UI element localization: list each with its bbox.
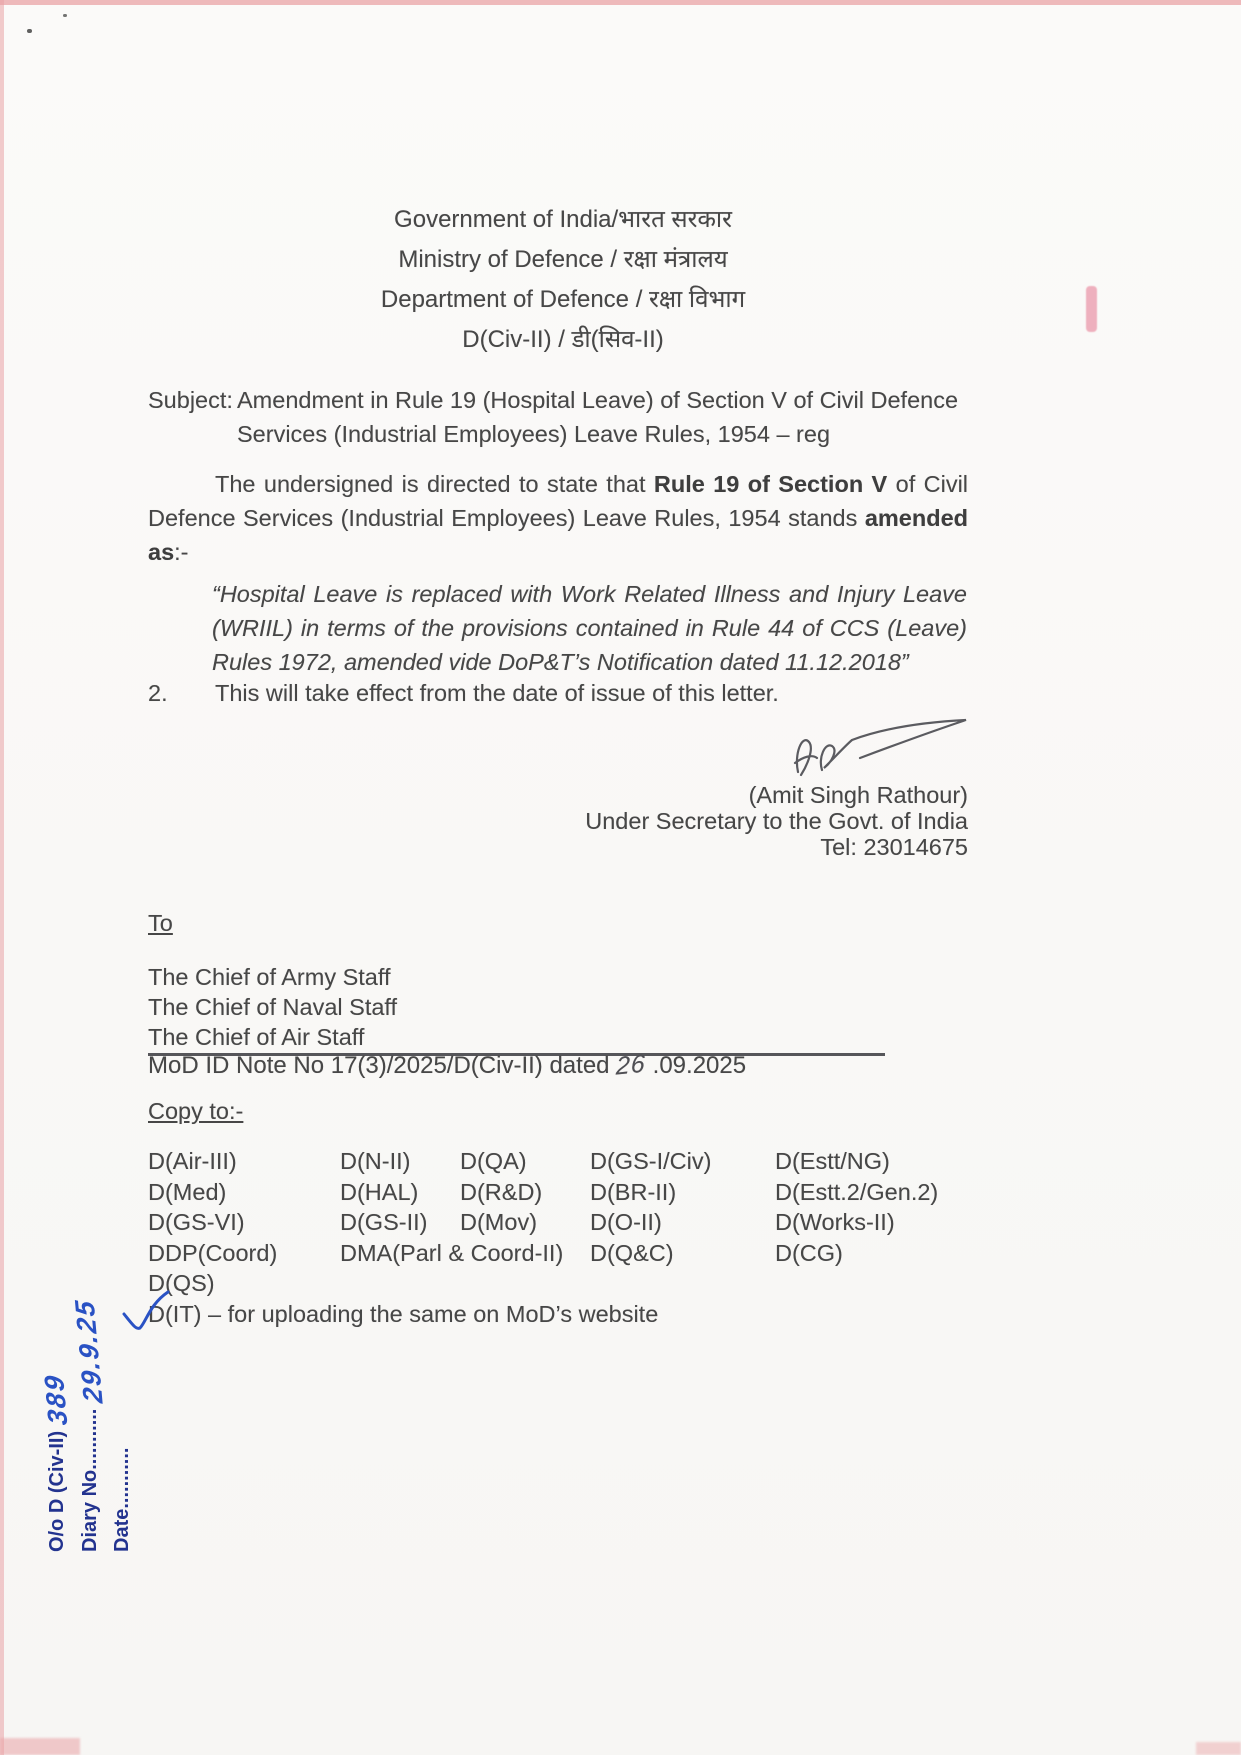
signatory-designation: Under Secretary to the Govt. of India [585,808,968,834]
dist-cell: D(Works-II) [775,1209,895,1235]
dist-cell: D(BR-II) [590,1178,677,1205]
addressee-airforce: The Chief of Air Staff [148,1022,885,1056]
letterhead-division-line: D(Civ-II) / डी(सिव-II) [462,326,664,353]
dist-cell: D(R&D) [460,1178,543,1205]
distribution-list [148,1146,1088,1329]
letterhead-ministry-line: Ministry of Defence / रक्षा मंत्रालय [398,246,728,273]
mod-id-note-post: .09.2025 [646,1052,747,1079]
para1-post: :- [174,539,189,565]
dist-cell: D(Estt.2/Gen.2) [775,1178,939,1205]
copy-to-label: Copy to:- [148,1098,244,1124]
signatory-telephone: Tel: 23014675 [820,834,968,860]
para1-bold-amended: amended as [148,505,968,565]
stamp-office-text: O/o D (Civ-II) [46,1430,68,1552]
scan-edge-top [0,0,1241,5]
dist-cell: D(GS-II) [340,1209,428,1235]
distribution-row [148,1238,1088,1269]
signatory-block [498,782,968,860]
stamp-date-line [106,1277,139,1552]
dist-cell: D(QA) [460,1148,527,1174]
mod-id-note-line [148,1049,746,1082]
signatory-name: (Amit Singh Rathour) [748,782,968,808]
dist-cell: D(Air-III) [148,1148,237,1174]
dist-cell: D(Med) [148,1178,227,1205]
office-diary-stamp [40,1277,139,1552]
addressee-army: The Chief of Army Staff [148,964,391,990]
scan-corner-bottom-left [0,1738,80,1755]
subject-block [148,383,993,451]
signature-scribble-icon [788,716,973,785]
distribution-row [148,1177,1088,1208]
dist-cell: DMA(Parl & Coord-II) [340,1239,564,1266]
body-paragraph-2 [148,676,968,710]
para1-pre: The undersigned is directed to state that [215,471,654,497]
dist-cell: D(Mov) [460,1209,538,1235]
para1-bold-rule: Rule 19 of Section V [653,471,888,497]
dist-cell: D(CG) [775,1239,843,1266]
stamp-diary-number-handwritten: 389 [38,1372,74,1427]
para1-mid: of Civil Defence Services (Industrial Employees) Leave Rules, 1954 stands [148,471,969,531]
stamp-diary-line [69,1277,109,1552]
dist-cell: DDP(Coord) [148,1239,278,1266]
letterhead-government-line: Government of India/भारत सरकार [394,206,732,233]
scan-speck [27,29,32,33]
dist-cell: D(GS-I/Civ) [590,1148,712,1174]
dist-cell: D(Estt/NG) [775,1148,890,1174]
letterhead [148,200,978,360]
dit-upload-note: D(IT) – for uploading the same on MoD’s website [148,1300,659,1327]
distribution-row-dit [148,1299,1088,1330]
distribution-row [148,1268,1088,1299]
scan-edge-right-mark [1086,286,1097,332]
stamp-date-handwritten: 29.9.25 [69,1297,109,1404]
para2-number: 2. [148,680,168,706]
distribution-row [148,1207,1088,1238]
dist-cell: D(O-II) [590,1209,662,1235]
addressee-navy: The Chief of Naval Staff [148,994,398,1020]
scan-edge-left [0,0,4,1755]
scan-speck [63,14,67,17]
letterhead-department-line: Department of Defence / रक्षा विभाग [380,286,746,313]
para2-text: This will take effect from the date of issue of this letter. [215,680,779,706]
mod-id-note-pre: MoD ID Note No 17(3)/2025/D(Civ-II) dated [148,1052,617,1079]
handwritten-day: 26 [615,1049,647,1081]
stamp-date-label: Date........... [111,1447,133,1552]
subject-text: Amendment in Rule 19 (Hospital Leave) of Section V of Civil Defence Services (Industrial Employees) Leave Rules, 1954 – reg [237,387,959,447]
scan-corner-bottom-right [1196,1742,1241,1755]
body-paragraph-1 [148,467,968,569]
to-label: To [148,910,173,936]
amendment-quote: “Hospital Leave is replaced with Work Related Illness and Injury Leave (WRIIL) in terms of the provisions contained in Rule 44 of CCS (Leave) Rules 1972, amended vide DoP&T’s Notification dated 11.12.2018” [212,581,967,675]
dist-cell: D(QS) [148,1270,215,1296]
dist-cell: D(GS-VI) [148,1209,245,1235]
stamp-office-line [40,1277,73,1552]
dist-cell: D(N-II) [340,1148,411,1174]
dist-cell: D(Q&C) [590,1239,674,1266]
subject-label: Subject: [148,387,233,413]
dist-cell: D(HAL) [340,1178,419,1205]
distribution-row [148,1146,1088,1177]
stamp-diary-label: Diary No........... [79,1408,101,1552]
addressee-list [148,962,885,1056]
